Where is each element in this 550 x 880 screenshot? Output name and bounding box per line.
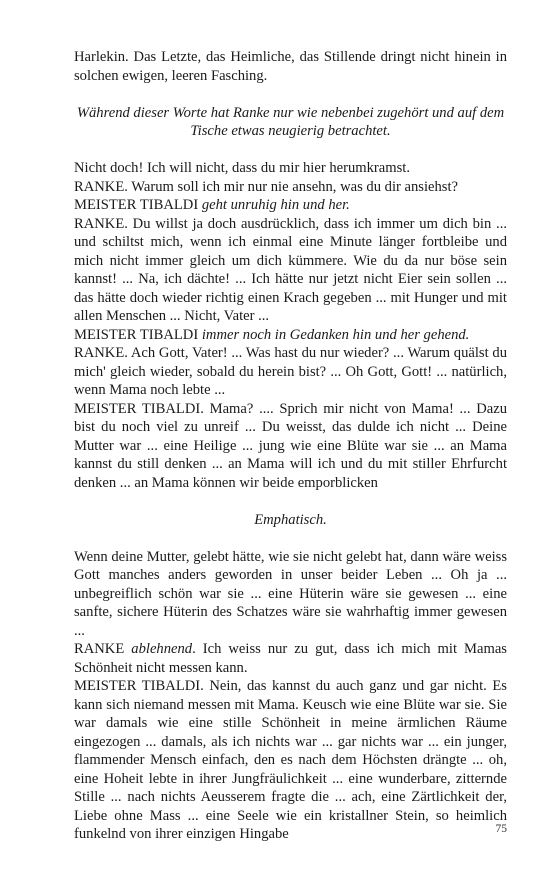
speech-tibaldi-mama: MEISTER TIBALDI. Mama? .... Sprich mir nicht von Mama! ... Dazu bist du noch viel zu unreif ... Du weisst, das dulde ich nicht ... Deine Mutter war ... eine Heilige ... jung wie eine Blüte war sie ... an Mama kannst du still denken ... an Mama will ich und du mit stiller Ehrfurcht denken ... an Mama können wir beide emporblicken xyxy=(74,400,507,491)
book-page-text xyxy=(74,48,507,844)
stage-direction-inline: ablehnend xyxy=(131,641,193,657)
speech-text: . Ich weiss nur zu gut, dass ich mich mit Mamas Schönheit nicht messen kann. xyxy=(74,641,507,676)
stage-direction-inline: geht unruhig hin und her. xyxy=(201,197,350,213)
stage-direction-inline: immer noch in Gedanken hin und her gehend. xyxy=(201,326,470,343)
speech-ranke-ablehnend xyxy=(74,640,507,677)
speech-tibaldi-mutter: Wenn deine Mutter, gelebt hätte, wie sie nicht gelebt hat, dann wäre weiss Gott manches anders geworden in unser beider Leben ... Oh ja ... unbegreiflich schön war sie ... eine Hüterin wäre sie gewesen ... eine sanfte, sichere Hüterin des Schatzes wäre sie wahrhaftig immer gewesen ... xyxy=(74,548,507,639)
line-tibaldi-gedanken xyxy=(74,326,507,345)
speaker-name: MEISTER TIBALDI xyxy=(74,197,199,213)
speaker-name: RANKE xyxy=(74,641,125,657)
stage-direction-ranke-listening: Während dieser Worte hat Ranke nur wie nebenbei zugehört und auf dem Tische etwas neugierig betrachtet. xyxy=(76,104,505,139)
speaker-name: MEISTER TIBALDI xyxy=(74,326,199,343)
line-ranke-warum: RANKE. Warum soll ich mir nur nie ansehn, was du dir ansiehst? xyxy=(74,178,459,195)
page-number: 75 xyxy=(495,823,507,835)
stage-direction-emphatisch: Emphatisch. xyxy=(254,511,327,528)
paragraph-harlekin: Harlekin. Das Letzte, das Heimliche, das Stillende dringt nicht hinein in solchen ewigen, leeren Fasching. xyxy=(74,49,507,84)
speech-ranke-du-willst: RANKE. Du willst ja doch ausdrücklich, dass ich immer um dich bin ... und schiltst mich, wenn ich einmal eine Minute länger fortbleibe und mich nicht immer gleich um dich kümmere. Wie du da nur böse sein kannst! ... Na, ich dächte! ... Ich hätte nur jetzt nicht Eier sein sollen ... das hätte doch wieder richtig einen Krach gegeben ... mit Hunger und mit allen Menschen ... Nicht, Vater ... xyxy=(74,215,507,324)
line-tibaldi-unruhig xyxy=(74,196,507,215)
paragraph-nicht-doch: Nicht doch! Ich will nicht, dass du mir hier herumkramst. xyxy=(74,160,410,176)
speech-tibaldi-nein: MEISTER TIBALDI. Nein, das kannst du auch ganz und gar nicht. Es kann sich niemand messen mit Mama. Keusch wie eine Blüte war sie. Sie war damals wie eine stille Schönheit in meine ärmlichen Räume eingezogen ... damals, als ich nichts war ... gar nichts war ... ein junger, flammender Mensch einfach, den es nach dem Höchsten drängte ... oh, eine Hoheit lebte in ihrer Jungfräulichkeit ... eine wunderbare, zitternde Stille ... nach nichts Aeusserem fragte die ... ach, eine Zärtlichkeit der, Liebe ohne Mass ... eine Seele wie ein kristallner Stein, so heimlich funkelnd von ihrer einzigen Hingabe xyxy=(74,678,507,842)
speech-ranke-ach-gott: RANKE. Ach Gott, Vater! ... Was hast du nur wieder? ... Warum quälst du mich' gleich wieder, sobald du herein bist? ... Oh Gott, Gott! ... natürlich, wenn Mama noch lebte ... xyxy=(74,345,507,398)
